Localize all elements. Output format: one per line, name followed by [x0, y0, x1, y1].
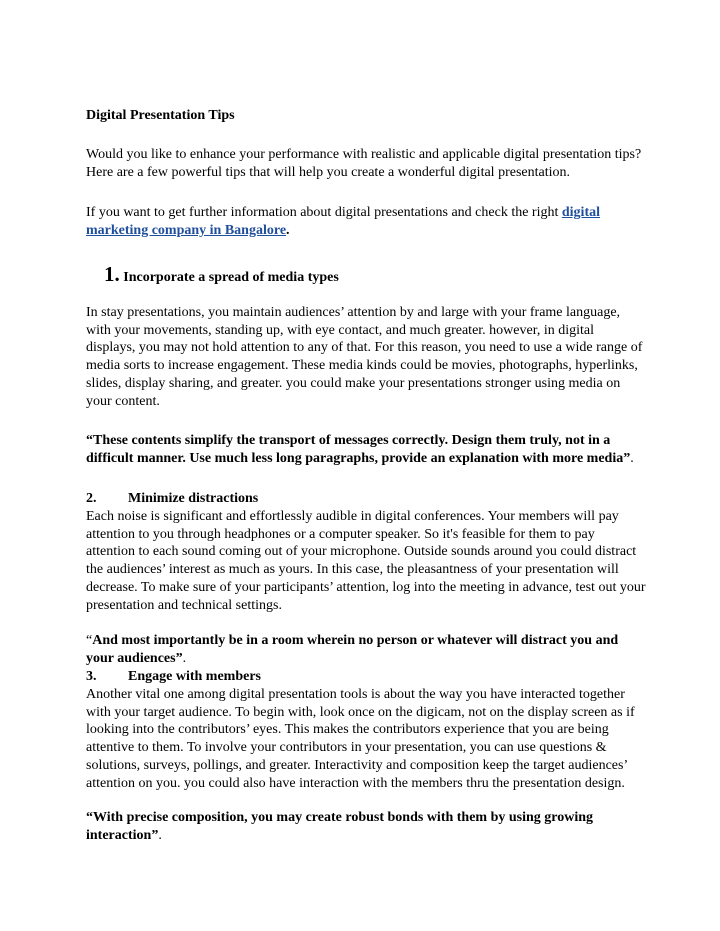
section-2-heading — [86, 490, 646, 508]
info-paragraph — [86, 204, 646, 239]
info-end: . — [286, 222, 290, 238]
section-1-number: 1. — [104, 262, 120, 286]
section-1-title: Incorporate a spread of media types — [123, 270, 339, 285]
section-3-quote: “With precise composition, you may create robust bonds with them by using growing interaction”. — [86, 810, 594, 843]
section-1-quote-text: “These contents simplify the transport of messages correctly. Design them truly, not in a difficult manner. Use much less long paragraphs, provide an explanation with more media” — [86, 433, 631, 466]
intro-paragraph: Would you like to enhance your performance with realistic and applicable digital presentation tips? Here are a few powerful tips that will help you create a wonderful digital presentation. — [86, 147, 642, 180]
section-3-number: 3. — [86, 669, 97, 684]
section-1-body: In stay presentations, you maintain audiences’ attention by and large with your frame language, with your movements, standing up, with eye contact, and much greater. however, in digital displays, you may not hold attention to any of that. For this reason, you need to use a wide range of media sorts to increase engagement. These media kinds could be movies, photographs, hyperlinks, slides, display sharing, and greater. you could make your presentations stronger using media on your content. — [86, 305, 643, 409]
section-2-title: Minimize distractions — [128, 491, 259, 506]
section-2-quote: “And most importantly be in a room wherein no person or whatever will distract you and your audiences”. — [86, 633, 619, 666]
section-3-body: Another vital one among digital presentation tools is about the way you have interacted together with your target audience. To begin with, look once on the digicam, not on the display screen as if looking into the contributors’ eyes. This makes the contributors experience that you are being attentive to them. To involve your contributors in your presentation, you can use questions & solutions, surveys, pollings, and greater. Interactivity and composition keep the target audiences’ attention on you. you could also have interaction with the members thru the presentation design. — [86, 687, 635, 791]
section-2-number: 2. — [86, 491, 97, 506]
section-3-quote-text: “With precise composition, you may create robust bonds with them by using growing interaction” — [86, 810, 594, 843]
section-3-heading — [86, 668, 646, 686]
section-1-heading — [104, 262, 664, 290]
company-link[interactable]: digital marketing company in Bangalore — [86, 205, 600, 238]
section-2-body: Each noise is significant and effortlessly audible in digital conferences. Your members will pay attention to you through headphones or a computer speaker. So it's feasible for them to pay attention to each sound coming out of your microphone. Outside sounds around you could distract the audiences’ interest as much as yours. In this case, the pleasantness of your presentation will decrease. To make sure of your participants’ attention, log into the meeting in advance, test out your presentation and technical settings. — [86, 509, 646, 613]
info-text: If you want to get further information about digital presentations and check the right — [86, 205, 562, 220]
page-title: Digital Presentation Tips — [86, 108, 235, 123]
section-2-quote-text: And most importantly be in a room wherein no person or whatever will distract you and your audiences” — [86, 633, 619, 666]
section-1-quote: “These contents simplify the transport of messages correctly. Design them truly, not in a difficult manner. Use much less long paragraphs, provide an explanation with more media”. — [86, 433, 634, 466]
section-3-title: Engage with members — [128, 669, 261, 684]
